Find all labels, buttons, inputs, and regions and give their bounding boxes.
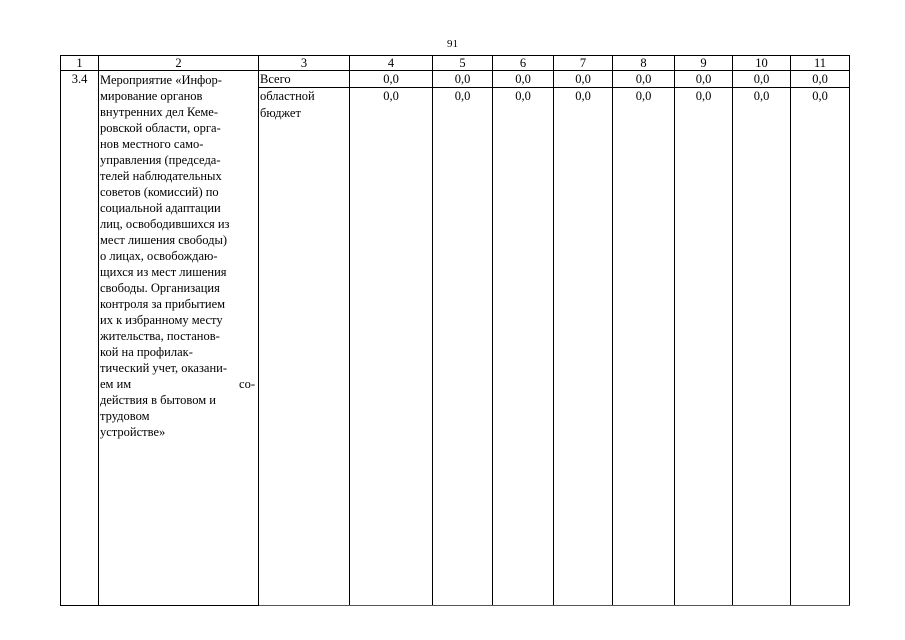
funding-source-total: Всего [259, 71, 350, 88]
funding-table [60, 55, 850, 606]
description-line: их к избранному месту [100, 313, 223, 327]
table-row-total [61, 71, 850, 88]
source-line: бюджет [260, 106, 301, 120]
description-line: мирование органов [100, 89, 203, 103]
description-line: мест лишения свободы) [100, 233, 228, 247]
column-header: 2 [99, 56, 259, 71]
description-line: лиц, освободившихся из [100, 217, 230, 231]
item-code: 3.4 [61, 71, 99, 606]
value-cell: 0,0 [433, 71, 493, 88]
description-line: внутренних дел Кеме- [100, 105, 218, 119]
value-cell: 0,0 [433, 88, 493, 606]
value-cell: 0,0 [493, 88, 554, 606]
description-line: контроля за прибытием [100, 297, 226, 311]
value-cell: 0,0 [791, 88, 850, 606]
description-line: нов местного само- [100, 137, 204, 151]
description-line: ровской области, орга- [100, 121, 221, 135]
description-line: о лицах, освобождаю- [100, 249, 218, 263]
source-line: областной [260, 89, 315, 103]
description-line: щихся из мест лишения [100, 265, 227, 279]
description-line: тический учет, оказани- [100, 361, 227, 375]
description-line: устройстве» [100, 425, 166, 439]
column-header: 4 [350, 56, 433, 71]
column-header: 6 [493, 56, 554, 71]
value-cell: 0,0 [675, 71, 733, 88]
value-cell: 0,0 [733, 88, 791, 606]
description-line: кой на профилак- [100, 345, 193, 359]
description-line: телей наблюдательных [100, 169, 222, 183]
description-line: трудовом [100, 409, 150, 423]
column-header: 5 [433, 56, 493, 71]
value-cell: 0,0 [350, 71, 433, 88]
description-fragment: ем им [100, 377, 132, 391]
column-header: 7 [554, 56, 613, 71]
description-fragment: со- [239, 377, 255, 391]
value-cell: 0,0 [733, 71, 791, 88]
description-line: социальной адаптации [100, 201, 221, 215]
column-header: 11 [791, 56, 850, 71]
column-header-row [61, 56, 850, 71]
column-header: 8 [613, 56, 675, 71]
value-cell: 0,0 [554, 88, 613, 606]
description-line: советов (комиссий) по [100, 185, 219, 199]
description-line: управления (председа- [100, 153, 221, 167]
description-line: свободы. Организация [100, 281, 220, 295]
value-cell: 0,0 [613, 71, 675, 88]
value-cell: 0,0 [675, 88, 733, 606]
column-header: 10 [733, 56, 791, 71]
funding-source-regional-budget [259, 88, 350, 606]
value-cell: 0,0 [554, 71, 613, 88]
column-header: 3 [259, 56, 350, 71]
value-cell: 0,0 [493, 71, 554, 88]
description-justified-line [100, 376, 255, 392]
page-number: 91 [447, 38, 458, 50]
column-header: 9 [675, 56, 733, 71]
description-line: Мероприятие «Инфор- [100, 73, 222, 87]
value-cell: 0,0 [791, 71, 850, 88]
description-line: действия в бытовом и [100, 393, 216, 407]
measure-description [99, 71, 259, 606]
column-header: 1 [61, 56, 99, 71]
description-line: жительства, постанов- [100, 329, 220, 343]
value-cell: 0,0 [350, 88, 433, 606]
value-cell: 0,0 [613, 88, 675, 606]
